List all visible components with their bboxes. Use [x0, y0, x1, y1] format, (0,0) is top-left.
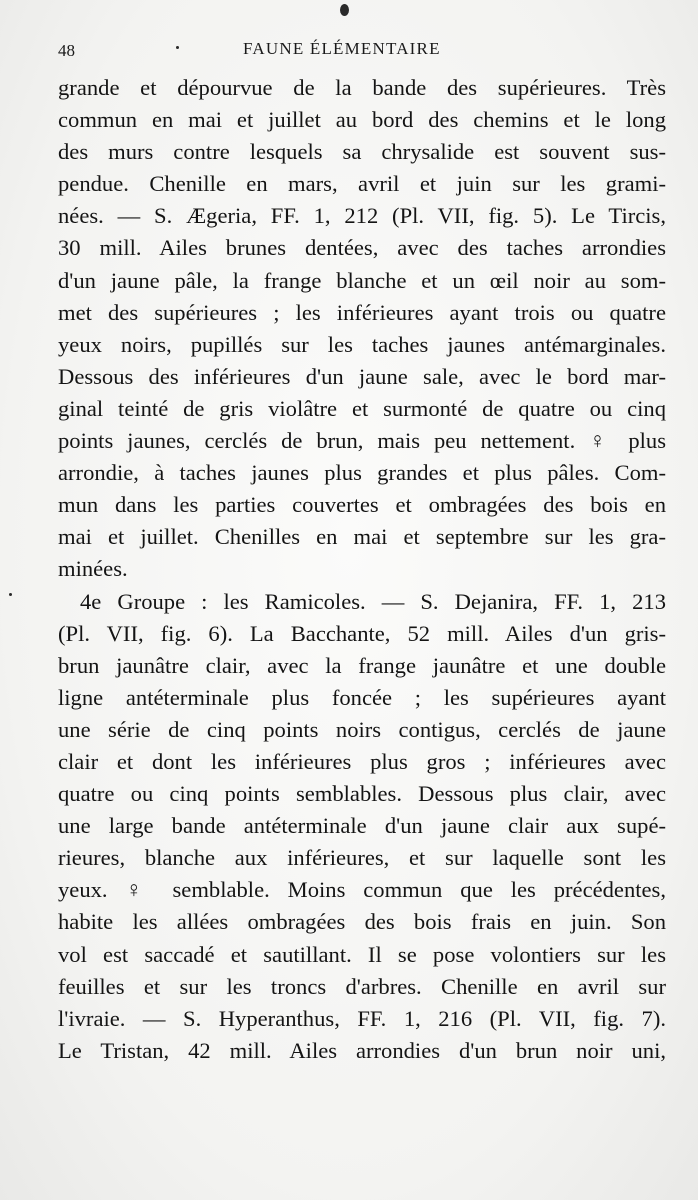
text-line: vol est saccadé et sautillant. Il se pose volontiers sur les: [58, 941, 666, 967]
ink-speck: [340, 4, 349, 16]
running-title: FAUNE ÉLÉMENTAIRE: [243, 39, 441, 58]
text-line: mun dans les parties couvertes et ombragées des bois en: [58, 492, 666, 518]
text-line: nées. — S. Ægeria, FF. 1, 212 (Pl. VII, fig. 5). Le Tircis,: [58, 203, 666, 229]
text-line: Dessous des inférieures d'un jaune sale, avec le bord mar-: [58, 363, 666, 389]
text-line: points jaunes, cerclés de brun, mais peu nettement. ♀ plus: [58, 428, 666, 454]
text-line: une série de cinq points noirs contigus, cerclés de jaune: [58, 716, 666, 742]
text-line: habite les allées ombragées des bois frais en juin. Son: [58, 909, 666, 935]
text-line: une large bande antéterminale d'un jaune clair aux supé-: [58, 813, 666, 839]
text-line: clair et dont les inférieures plus gros ; inférieures avec: [58, 748, 666, 774]
text-line: l'ivraie. — S. Hyperanthus, FF. 1, 216 (Pl. VII, fig. 7).: [58, 1005, 666, 1031]
text-line: Le Tristan, 42 mill. Ailes arrondies d'un brun noir uni,: [58, 1037, 666, 1063]
body-text: [58, 72, 666, 1067]
text-line: ginal teinté de gris violâtre et surmonté de quatre ou cinq: [58, 395, 666, 421]
text-line: met des supérieures ; les inférieures ayant trois ou quatre: [58, 299, 666, 325]
text-line: rieures, blanche aux inférieures, et sur laquelle sont les: [58, 845, 666, 871]
text-line: quatre ou cinq points semblables. Dessous plus clair, avec: [58, 781, 666, 807]
text-line: (Pl. VII, fig. 6). La Bacchante, 52 mill. Ailes d'un gris-: [58, 620, 666, 646]
text-line: ligne antéterminale plus foncée ; les supérieures ayant: [58, 684, 666, 710]
text-line: commun en mai et juillet au bord des chemins et le long: [58, 107, 666, 133]
text-line: feuilles et sur les troncs d'arbres. Chenille en avril sur: [58, 973, 666, 999]
text-line: grande et dépourvue de la bande des supérieures. Très: [58, 75, 666, 100]
ink-speck: [9, 593, 12, 596]
page-header: [58, 37, 648, 63]
text-line: des murs contre lesquels sa chrysalide est souvent sus-: [58, 139, 666, 165]
text-line: 30 mill. Ailes brunes dentées, avec des taches arrondies: [58, 235, 666, 261]
text-line: mai et juillet. Chenilles en mai et septembre sur les gra-: [58, 524, 666, 550]
page-number: 48: [58, 41, 75, 60]
text-line: pendue. Chenille en mars, avril et juin sur les grami-: [58, 171, 666, 197]
text-line: minées.: [58, 556, 128, 582]
text-line: yeux noirs, pupillés sur les taches jaunes antémarginales.: [58, 331, 666, 357]
text-line: yeux. ♀ semblable. Moins commun que les précédentes,: [58, 877, 666, 903]
text-line: d'un jaune pâle, la frange blanche et un œil noir au som-: [58, 267, 666, 293]
text-line: brun jaunâtre clair, avec la frange jaunâtre et une double: [58, 652, 666, 678]
text-line: arrondie, à taches jaunes plus grandes et plus pâles. Com-: [58, 460, 666, 486]
text-line-group-heading: 4e Groupe : les Ramicoles. — S. Dejanira, FF. 1, 213: [80, 588, 666, 614]
